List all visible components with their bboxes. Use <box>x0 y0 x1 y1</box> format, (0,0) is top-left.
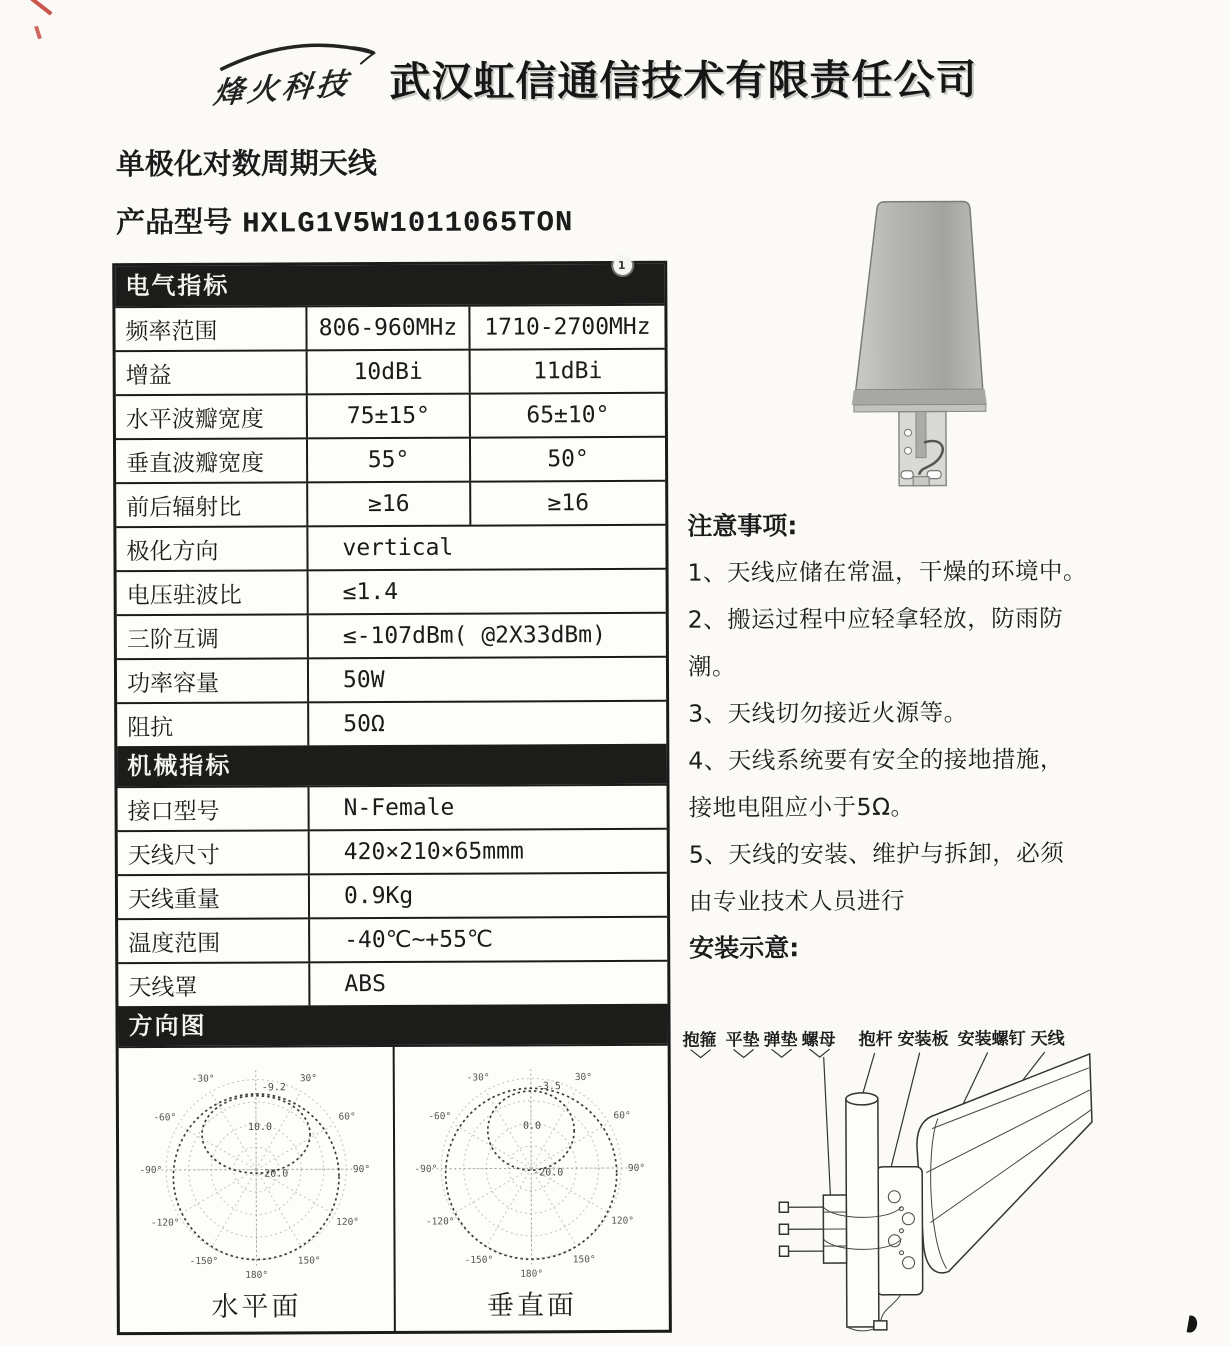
model-number: HXLG1V5W1011065TON <box>242 206 574 241</box>
svg-text:-60°: -60° <box>428 1111 452 1123</box>
spec-label: 三阶互调 <box>117 615 309 658</box>
table-row <box>118 960 667 1006</box>
table-row <box>118 828 667 874</box>
spec-label: 阻抗 <box>117 703 309 746</box>
table-row <box>117 656 666 702</box>
svg-text:30°: 30° <box>299 1073 317 1085</box>
note-line: 接地电阻应小于5Ω。 <box>688 792 915 822</box>
table-row <box>116 436 665 482</box>
note-line: 潮。 <box>687 652 737 681</box>
horizontal-plot-label: 水平面 <box>211 1291 302 1323</box>
notes-header: 注意事项: <box>687 511 798 541</box>
logo-text: 烽火科技 <box>211 66 353 112</box>
spec-value: 50Ω <box>343 711 385 738</box>
svg-text:150°: 150° <box>572 1254 596 1266</box>
diagram-part-label: 安装螺钉 <box>957 1029 1026 1050</box>
spec-value: vertical <box>342 534 454 562</box>
spec-label: 天线重量 <box>118 875 310 918</box>
spec-value: 420×210×65mmm <box>343 838 524 866</box>
electrical-rows <box>115 304 666 746</box>
vertical-pattern-cell <box>394 1046 669 1331</box>
product-title: 单极化对数周期天线 <box>115 146 377 182</box>
vertical-plot-label: 垂直面 <box>486 1290 578 1322</box>
spec-value: ABS <box>344 971 386 998</box>
section-header-electrical: 电气指标 1 <box>115 264 664 306</box>
note-line: 1、天线应储在常温，干燥的环境中。 <box>687 556 1088 587</box>
svg-text:90°: 90° <box>352 1164 370 1176</box>
note-line: 5、天线的安装、维护与拆卸，必须 <box>688 839 1065 869</box>
spec-label: 极化方向 <box>116 527 308 570</box>
spec-value-low-band: 75±15° <box>308 395 471 438</box>
table-row <box>116 524 665 570</box>
notes-lines <box>687 547 1230 925</box>
note-line: 2、搬运过程中应轻拿轻放，防雨防 <box>687 604 1064 634</box>
spec-label: 天线尺寸 <box>118 831 310 874</box>
spec-label: 垂直波瓣宽度 <box>116 439 308 482</box>
table-row <box>117 700 666 746</box>
install-header: 安装示意: <box>689 933 800 963</box>
svg-text:90°: 90° <box>628 1162 646 1174</box>
table-row <box>118 872 667 918</box>
svg-text:10.0: 10.0 <box>247 1121 272 1134</box>
spec-label: 前后辐射比 <box>116 483 308 526</box>
table-row <box>116 392 665 438</box>
spec-value: N-Female <box>343 794 455 822</box>
installation-diagram <box>670 1025 1230 1343</box>
spec-label: 功率容量 <box>117 659 309 702</box>
spec-value: ≤-107dBm( @2X33dBm) <box>342 622 607 650</box>
svg-text:-30°: -30° <box>466 1072 490 1084</box>
table-row <box>116 348 665 394</box>
diagram-part-label: 安装板 <box>897 1029 949 1050</box>
product-model <box>116 198 574 241</box>
svg-text:0.0: 0.0 <box>523 1120 542 1132</box>
diagram-part-label: 平垫 <box>725 1030 760 1051</box>
horizontal-pattern-cell <box>119 1047 396 1332</box>
note-line: 4、天线系统要有安全的接地措施， <box>688 745 1064 775</box>
svg-text:-30°: -30° <box>191 1073 215 1085</box>
spec-value: ≤1.4 <box>342 578 399 606</box>
svg-text:-90°: -90° <box>139 1164 163 1177</box>
svg-text:-150°: -150° <box>464 1254 494 1266</box>
svg-text:60°: 60° <box>613 1110 631 1122</box>
mechanical-rows <box>117 784 667 1006</box>
spec-label: 天线罩 <box>118 963 310 1006</box>
brand-logo <box>202 37 392 118</box>
svg-text:-60°: -60° <box>153 1112 176 1124</box>
table-row <box>116 480 665 526</box>
spec-label: 频率范围 <box>115 307 307 350</box>
svg-text:-9.2: -9.2 <box>261 1082 286 1094</box>
spec-value: 0.9Kg <box>343 882 414 910</box>
svg-text:-90°: -90° <box>414 1163 438 1175</box>
svg-text:-150°: -150° <box>189 1255 218 1268</box>
spec-value-high-band: ≥16 <box>547 490 590 517</box>
spec-value: -40℃~+55℃ <box>344 926 493 954</box>
svg-text:180°: 180° <box>244 1269 268 1281</box>
spec-value-high-band: 1710-2700MHz <box>484 313 651 341</box>
svg-text:150°: 150° <box>297 1255 321 1267</box>
diagram-part-label: 抱箍 <box>682 1030 717 1051</box>
spec-label: 水平波瓣宽度 <box>116 395 308 438</box>
section-header-pattern: 方向图 <box>118 1004 667 1046</box>
spec-table <box>112 258 672 1335</box>
diagram-part-label: 弹垫 <box>763 1030 798 1051</box>
table-row <box>115 304 664 350</box>
spec-label: 电压驻波比 <box>117 571 309 614</box>
svg-text:30°: 30° <box>575 1071 593 1083</box>
table-row <box>117 612 666 658</box>
spec-value-high-band: 65±10° <box>526 402 610 429</box>
svg-text:-3.5: -3.5 <box>537 1081 562 1093</box>
pattern-plots <box>119 1044 669 1332</box>
note-line: 3、天线切勿接近火源等。 <box>688 698 968 728</box>
svg-text:120°: 120° <box>611 1215 635 1227</box>
table-row <box>117 568 666 614</box>
spec-value-high-band: 11dBi <box>533 358 603 385</box>
antenna-product-photo <box>826 180 1127 511</box>
spec-value-low-band: 55° <box>308 439 471 482</box>
svg-text:60°: 60° <box>338 1111 356 1123</box>
diagram-part-label: 天线 <box>1030 1029 1065 1050</box>
notes-block <box>687 501 1230 971</box>
spec-value-high-band: 50° <box>547 446 589 473</box>
vertical-pattern-plot <box>405 1050 658 1289</box>
svg-text:-20.0: -20.0 <box>533 1167 564 1179</box>
horizontal-pattern-plot <box>129 1051 382 1290</box>
svg-text:120°: 120° <box>335 1216 359 1228</box>
spec-value-low-band: 806-960MHz <box>307 307 470 350</box>
svg-text:180°: 180° <box>520 1268 544 1280</box>
spec-value-low-band: ≥16 <box>308 483 471 526</box>
note-line: 由专业技术人员进行 <box>688 886 906 916</box>
model-label: 产品型号 <box>115 204 233 240</box>
scan-circled-number: 1 <box>613 256 632 275</box>
spec-value: 50W <box>342 667 385 694</box>
spec-value-low-band: 10dBi <box>308 351 471 394</box>
svg-text:-120°: -120° <box>426 1216 455 1228</box>
spec-label: 接口型号 <box>117 787 309 830</box>
svg-text:-120°: -120° <box>150 1217 180 1229</box>
table-row <box>118 916 667 962</box>
diagram-part-label: 抱杆 <box>858 1029 893 1050</box>
spec-label: 温度范围 <box>118 919 310 962</box>
svg-text:-20.0: -20.0 <box>257 1168 289 1180</box>
table-row <box>117 784 666 830</box>
diagram-part-label: 螺母 <box>801 1030 836 1051</box>
company-title: 武汉虹信通信技术有限责任公司 <box>389 55 978 106</box>
section-header-mechanical: 机械指标 <box>117 744 666 786</box>
spec-label: 增益 <box>116 351 308 394</box>
